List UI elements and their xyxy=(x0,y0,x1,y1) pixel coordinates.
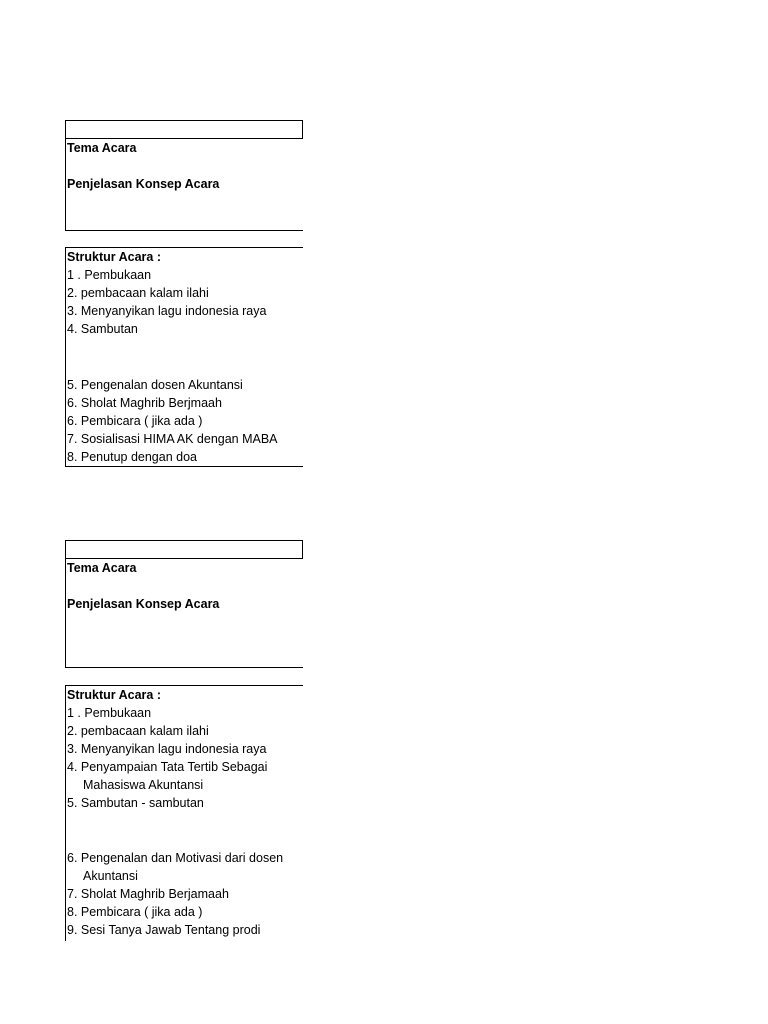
list-item: 6. Sholat Maghrib Berjmaah xyxy=(67,396,222,410)
list-item: 7. Sholat Maghrib Berjamaah xyxy=(67,887,229,901)
list-item: 1 . Pembukaan xyxy=(67,706,152,720)
section2-konsep-label: Penjelasan Konsep Acara xyxy=(67,597,220,611)
section2-struktur-block xyxy=(65,685,303,941)
list-item: 6. Pembicara ( jika ada ) xyxy=(67,414,203,428)
section1-tema-block xyxy=(65,139,303,231)
list-item: 5. Pengenalan dosen Akuntansi xyxy=(67,378,243,392)
list-item: 2. pembacaan kalam ilahi xyxy=(67,724,209,738)
section2-tema-label: Tema Acara xyxy=(67,561,137,575)
list-item: 3. Menyanyikan lagu indonesia raya xyxy=(67,742,267,756)
section1-header-cell xyxy=(65,120,303,139)
list-item: 8. Penutup dengan doa xyxy=(67,450,197,464)
list-item: 2. pembacaan kalam ilahi xyxy=(67,286,209,300)
list-item: 8. Pembicara ( jika ada ) xyxy=(67,905,203,919)
section1-konsep-label: Penjelasan Konsep Acara xyxy=(67,177,220,191)
section1-struktur-block xyxy=(65,247,303,467)
list-item: 4. Penyampaian Tata Tertib Sebagai xyxy=(67,760,268,774)
list-item: 1 . Pembukaan xyxy=(67,268,152,282)
list-item: 7. Sosialisasi HIMA AK dengan MABA xyxy=(67,432,278,446)
section2-struktur-label: Struktur Acara : xyxy=(67,688,162,702)
list-item: 5. Sambutan - sambutan xyxy=(67,796,204,810)
list-item: 6. Pengenalan dan Motivasi dari dosen xyxy=(67,851,284,865)
section1-tema-label: Tema Acara xyxy=(67,141,137,155)
list-item-continuation: Akuntansi xyxy=(83,869,138,883)
list-item: 3. Menyanyikan lagu indonesia raya xyxy=(67,304,267,318)
list-item: 4. Sambutan xyxy=(67,322,138,336)
list-item-continuation: Mahasiswa Akuntansi xyxy=(83,778,204,792)
section2-tema-block xyxy=(65,559,303,668)
section1-struktur-label: Struktur Acara : xyxy=(67,250,162,264)
list-item: 9. Sesi Tanya Jawab Tentang prodi xyxy=(67,923,261,937)
section2-header-cell xyxy=(65,540,303,559)
